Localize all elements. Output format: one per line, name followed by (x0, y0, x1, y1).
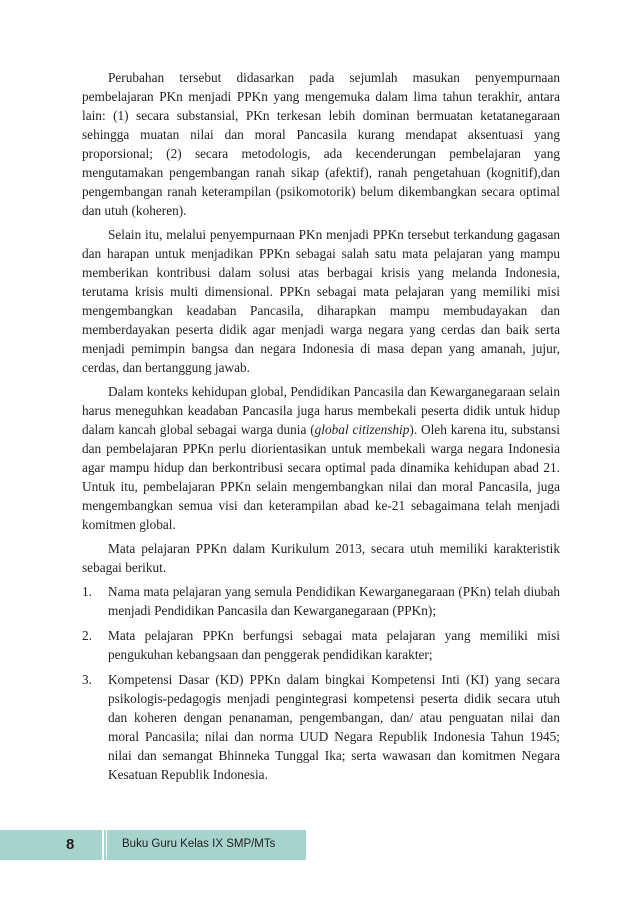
page-number: 8 (66, 836, 75, 853)
paragraph-curriculum-intro: Mata pelajaran PPKn dalam Kurikulum 2013, secara utuh memiliki karakteristik sebagai berikut. (82, 541, 560, 575)
paragraph-changes-basis: Perubahan tersebut didasarkan pada sejumlah masukan penyempurnaan pembelajaran PKn menjadi PPKn yang mengemuka dalam lima tahun terakhir, antara lain: (1) secara substansial, PKn terkesan lebih dominan bermuatan ketatanegaraan sehingga muatan nilai dan moral Pancasila kurang mendapat aksentuasi yang proporsional; (2) secara metodologis, ada kecenderungan pembelajaran yang mengutamakan pengembangan ranah sikap (afektif), ranah pengetahuan (kognitif),dan pengembangan ranah keterampilan (psikomotorik) belum dikembangkan secara optimal dan utuh (koheren). (82, 70, 560, 218)
list-item-text: Nama mata pelajaran yang semula Pendidikan Kewarganegaraan (PKn) telah diubah menjadi Pendidikan Pancasila dan Kewarganegaraan (PPKn); (108, 584, 560, 618)
paragraph-ppkn-hopes: Selain itu, melalui penyempurnaan PKn menjadi PPKn tersebut terkandung gagasan dan harapan untuk menjadikan PPKn sebagai salah satu mata pelajaran yang mampu memberikan kontribusi dalam solusi atas berbagai krisis yang melanda Indonesia, terutama krisis multi dimensional. PPKn sebagai mata pelajaran yang memiliki misi mengembangkan keadaban Pancasila, diharapkan mampu membudayakan dan memberdayakan peserta didik agar menjadi warga negara yang cerdas dan baik serta menjadi pemimpin bangsa dan negara Indonesia di masa depan yang amanah, jujur, cerdas, dan bertanggung jawab. (82, 227, 560, 375)
list-item-text: Mata pelajaran PPKn berfungsi sebagai mata pelajaran yang memiliki misi pengukuhan kebangsaan dan penggerak pendidikan karakter; (108, 628, 560, 662)
footer-divider-thin (106, 830, 107, 860)
list-item-number: 1. (82, 584, 92, 599)
paragraph-global-context (82, 382, 560, 534)
list-item-number: 2. (82, 628, 92, 643)
emphasis-global-citizenship: global citizenship (314, 422, 410, 437)
page-footer (0, 830, 306, 860)
list-item (82, 582, 560, 620)
page-body (82, 68, 560, 790)
characteristics-list (82, 582, 560, 784)
paragraph-global-context-end: ). Oleh karena itu, substansi dan pembelajaran PPKn perlu diorientasikan untuk membekali warga negara Indonesia agar mampu hidup dan berkontribusi secara optimal pada dinamika kehidupan abad 21. Untuk itu, pembelajaran PPKn selain mengembangkan nilai dan moral Pancasila, juga mengembangkan semua visi dan keterampilan abad ke-21 sebagaimana telah menjadi komitmen global. (82, 422, 561, 532)
list-item-number: 3. (82, 672, 92, 687)
list-item (82, 626, 560, 664)
list-item-text: Kompetensi Dasar (KD) PPKn dalam bingkai Kompetensi Inti (KI) yang secara psikologis-pedagogis menjadi pengintegrasi kompetensi peserta didik secara utuh dan koheren dengan penanaman, pengembangan, dan/ atau penguatan nilai dan moral Pancasila; nilai dan norma UUD Negara Republik Indonesia Tahun 1945; nilai dan semangat Bhinneka Tunggal Ika; serta wawasan dan komitmen Negara Kesatuan Republik Indonesia. (108, 672, 560, 782)
paragraph-global-context-start: Dalam konteks kehidupan global, Pendidikan Pancasila dan Kewarganegaraan selain harus meneguhkan keadaban Pancasila juga harus membekali peserta didik untuk hidup dalam kancah global sebagai warga dunia ( (82, 384, 560, 437)
footer-divider (102, 830, 104, 860)
list-item (82, 670, 560, 784)
book-title: Buku Guru Kelas IX SMP/MTs (122, 838, 276, 850)
